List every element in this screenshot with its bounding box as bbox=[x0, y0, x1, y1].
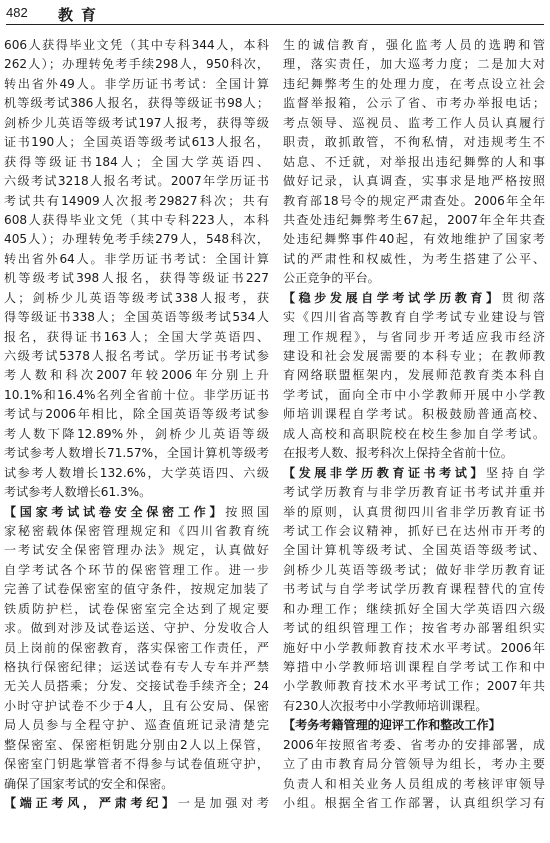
text-line bbox=[283, 114, 545, 133]
line-text: 自学考试各个环节的保密管理工作。进一步 bbox=[4, 562, 269, 577]
line-text: 按照国 bbox=[225, 504, 269, 519]
line-text: 育网络联盟框架内，发展师范教育类本科自 bbox=[283, 368, 545, 383]
line-text: 格执行保密纪律；运送试卷有专人专车并严禁 bbox=[4, 660, 269, 674]
line-text: 在报考人数、报考科次上保持全省前十位。 bbox=[283, 446, 513, 461]
text-line bbox=[4, 114, 269, 133]
line-text: 剑桥少儿英语等级考试197人报考，获得等级 bbox=[4, 115, 269, 130]
text-line bbox=[283, 94, 545, 113]
text-line bbox=[283, 192, 545, 211]
line-text: 考人数下降12.89%外，剑桥少儿英语等级 bbox=[4, 426, 269, 441]
line-text: 10.1%和16.4%名列全省前十位。非学历证书 bbox=[4, 387, 269, 402]
line-text: 证书190人；全国英语等级考试613人报名， bbox=[4, 135, 269, 150]
text-line bbox=[283, 386, 545, 405]
line-text: 姑息、不迁就，对举报出违纪舞弊的人和事 bbox=[283, 154, 545, 169]
text-line bbox=[4, 755, 269, 774]
text-line bbox=[4, 269, 269, 288]
line-text: 违纪舞弊考生的处理力度，在考点设立社会 bbox=[283, 76, 545, 91]
line-text: 建设和社会发展需要的本科专业；在教师教 bbox=[283, 349, 545, 363]
section-heading: 【国家考试试卷安全保密工作】 bbox=[4, 504, 226, 519]
line-text: 机等级考试386人报名，获得等级证书98人； bbox=[4, 96, 269, 111]
line-text: 铁质防护栏，试卷保密室完全达到了规定要 bbox=[4, 601, 269, 616]
text-line bbox=[283, 639, 545, 658]
line-text: 考试的组织管理工作；按省考办部署组织实 bbox=[283, 621, 545, 636]
text-line bbox=[4, 328, 269, 347]
text-line bbox=[4, 153, 269, 172]
line-text: 理工作规程》，与省同步开考适应我市经济 bbox=[283, 329, 545, 344]
text-line bbox=[4, 503, 269, 522]
text-line bbox=[283, 697, 545, 716]
line-text: 剑桥少儿英语等级考试；做好非学历教育证 bbox=[283, 562, 545, 577]
text-line bbox=[4, 736, 269, 755]
line-text: 处违纪舞弊事件40起，有效地维护了国家考 bbox=[283, 232, 545, 247]
line-text: 有230人次报考中小学教师培训课程。 bbox=[283, 698, 488, 713]
text-line bbox=[283, 347, 545, 366]
text-line bbox=[4, 55, 269, 74]
section-heading: 【考务考籍管理的迎评工作和整改工作】 bbox=[283, 718, 501, 733]
line-text: 生的诚信教育，强化监考人员的选聘和管 bbox=[283, 38, 545, 52]
text-line bbox=[283, 444, 545, 463]
line-text: 坚持自学 bbox=[486, 465, 545, 480]
line-text: 员上岗前的保密教育，落实保密工作责任，严 bbox=[4, 640, 269, 655]
text-line bbox=[4, 347, 269, 366]
line-text: 教育部18号令的规定严肃查处。2006年全年 bbox=[283, 193, 545, 208]
text-line bbox=[4, 425, 269, 444]
text-line bbox=[283, 464, 545, 483]
text-line bbox=[283, 308, 545, 327]
text-line bbox=[283, 36, 545, 55]
line-text: 一是加强对考 bbox=[177, 796, 269, 811]
line-text: 小学教师教育技术水平考试工作；2007年共 bbox=[283, 679, 545, 694]
section-heading: 【发展非学历教育证书考试】 bbox=[283, 465, 487, 480]
line-text: 求。做到对涉及试卷运送、守护、分发收合人 bbox=[4, 621, 269, 636]
text-line bbox=[4, 36, 269, 55]
text-line bbox=[283, 619, 545, 638]
line-text: 负责人和相关业务人员组成的考核评审领导 bbox=[283, 776, 545, 791]
text-line bbox=[4, 250, 269, 269]
text-line bbox=[283, 503, 545, 522]
line-text: 共查处违纪舞弊考生67起，2007年全年共查 bbox=[283, 212, 545, 227]
line-text: 转出省外49人。非学历证书考试：全国计算 bbox=[4, 76, 269, 91]
page-number: 482 bbox=[6, 5, 28, 20]
text-line bbox=[4, 75, 269, 94]
line-text: 405人）；办理转免考手续279人，548科次， bbox=[4, 232, 269, 247]
line-text: 606人获得毕业文凭（其中专科344人，本科 bbox=[4, 38, 269, 52]
text-line bbox=[283, 580, 545, 599]
text-line bbox=[4, 619, 269, 638]
line-text: 考试参考人数增长71.57%，全国计算机等级考 bbox=[4, 446, 269, 461]
text-line bbox=[283, 736, 545, 755]
line-text: 人；剑桥少儿英语等级考试338人报考，获 bbox=[4, 290, 269, 305]
text-line bbox=[283, 677, 545, 696]
text-line bbox=[283, 600, 545, 619]
line-text: 保密室门钥匙掌管者不得参与试卷值班守护， bbox=[4, 757, 269, 772]
line-text: 学考试，面向全市中小学教师开展中小学教 bbox=[283, 387, 545, 402]
text-line bbox=[4, 289, 269, 308]
line-text: 家秘密载体保密管理规定和《四川省教育统 bbox=[4, 523, 269, 538]
text-line bbox=[4, 716, 269, 735]
line-text: 262人）；办理转免考手续298人，950科次， bbox=[4, 57, 269, 72]
line-text: 实《四川省高等教育自学考试专业建设与管 bbox=[283, 310, 545, 325]
text-line bbox=[283, 425, 545, 444]
text-line bbox=[283, 153, 545, 172]
text-line bbox=[4, 600, 269, 619]
text-line bbox=[4, 464, 269, 483]
text-line bbox=[283, 483, 545, 502]
text-line bbox=[4, 658, 269, 677]
line-text: 立了由市教育局分管领导为组长，考办主要 bbox=[283, 757, 545, 772]
section-title: 教育 bbox=[58, 6, 105, 24]
text-line bbox=[283, 366, 545, 385]
line-text: 考试学历教育与非学历教育证书考试并重并 bbox=[283, 485, 545, 500]
text-line bbox=[283, 775, 545, 794]
text-line bbox=[283, 755, 545, 774]
line-text: 做好记录，认真调查，实事求是地严格按照 bbox=[283, 174, 545, 189]
text-line bbox=[283, 133, 545, 152]
line-text: 确保了国家考试的安全和保密。 bbox=[4, 776, 174, 791]
text-line bbox=[283, 269, 545, 288]
text-line bbox=[4, 94, 269, 113]
line-text: 书考试与自学考试学历教育课程替代的宣传 bbox=[283, 582, 545, 597]
text-line bbox=[4, 230, 269, 249]
line-text: 师培训课程自学考试。积极鼓励普通高校、 bbox=[283, 407, 545, 422]
text-line bbox=[4, 522, 269, 541]
line-text: 筹措中小学教师培训课程自学考试工作和中 bbox=[283, 660, 545, 674]
text-line bbox=[283, 541, 545, 560]
line-text: 职责，敢抓敢管，不徇私情，对违规考生不 bbox=[283, 135, 545, 150]
line-text: 报名，获得证书163人；全国大学英语四、 bbox=[4, 329, 269, 344]
line-text: 公正竞争的平台。 bbox=[283, 271, 380, 286]
line-text: 考试与2006年相比，除全国英语等级考试参 bbox=[4, 407, 269, 422]
right-column bbox=[283, 36, 545, 814]
text-line bbox=[4, 386, 269, 405]
text-line bbox=[4, 405, 269, 424]
text-line bbox=[283, 405, 545, 424]
line-text: 局人员参与全程守护、巡查值班记录清楚完 bbox=[4, 718, 269, 733]
text-line bbox=[283, 658, 545, 677]
line-text: 施好中小学教师教育技术水平考试。2006年 bbox=[283, 640, 545, 655]
text-line bbox=[4, 211, 269, 230]
text-line bbox=[283, 289, 545, 308]
text-line bbox=[283, 716, 545, 735]
text-line bbox=[4, 483, 269, 502]
text-line bbox=[4, 308, 269, 327]
line-text: 成人高校和高职院校在校生参加自学考试。 bbox=[283, 426, 545, 441]
line-text: 监督举报箱，公示了省、市考办举报电话； bbox=[283, 96, 545, 111]
line-text: 考试工作会议精神，抓好已在达州市开考的 bbox=[283, 523, 545, 538]
line-text: 全国计算机等级考试、全国英语等级考试、 bbox=[283, 543, 545, 558]
text-line bbox=[4, 677, 269, 696]
header-rule bbox=[6, 24, 544, 25]
line-text: 理，落实责任，加大巡考力度；二是加大对 bbox=[283, 57, 545, 72]
text-line bbox=[4, 444, 269, 463]
text-line bbox=[4, 697, 269, 716]
text-line bbox=[283, 55, 545, 74]
text-line bbox=[283, 211, 545, 230]
text-line bbox=[283, 75, 545, 94]
line-text: 试参考人数增长132.6%，大学英语四、六级 bbox=[4, 465, 269, 480]
text-line bbox=[4, 794, 269, 813]
text-line bbox=[4, 541, 269, 560]
text-line bbox=[283, 250, 545, 269]
text-line bbox=[4, 133, 269, 152]
line-text: 考试共有14909人次报考29827科次；共有 bbox=[4, 193, 269, 208]
line-text: 和办理工作；继续抓好全国大学英语四六级 bbox=[283, 601, 545, 616]
left-column bbox=[4, 36, 269, 814]
line-text: 举的原则，认真贯彻四川省非学历教育证书 bbox=[283, 504, 545, 519]
text-line bbox=[4, 366, 269, 385]
line-text: 小组。根据全省工作部署，认真组织学习有 bbox=[283, 796, 545, 811]
text-line bbox=[4, 561, 269, 580]
text-line bbox=[4, 580, 269, 599]
text-line bbox=[283, 230, 545, 249]
section-heading: 【稳步发展自学考试学历教育】 bbox=[283, 290, 502, 305]
line-text: 完善了试卷保密室的值守条件，按规定加装了 bbox=[4, 582, 269, 597]
text-line bbox=[283, 561, 545, 580]
line-text: 考人数和科次2007年较2006年分别上升 bbox=[4, 368, 269, 383]
page-header bbox=[6, 4, 544, 24]
line-text: 试的严肃性和权威性，为考生搭建了公平、 bbox=[283, 251, 545, 266]
text-line bbox=[283, 172, 545, 191]
line-text: 贯彻落 bbox=[501, 290, 545, 305]
line-text: 小时守护试卷不少于4人，且有公安局、保密 bbox=[4, 698, 269, 713]
text-line bbox=[4, 775, 269, 794]
line-text: 整保密室、保密柜钥匙分别由2人以上保管， bbox=[4, 737, 269, 752]
text-line bbox=[283, 794, 545, 813]
line-text: 考试参考人数增长61.3%。 bbox=[4, 485, 152, 500]
text-line bbox=[283, 328, 545, 347]
line-text: 2006年按照省考委、省考办的安排部署，成 bbox=[283, 737, 545, 752]
line-text: 608人获得毕业文凭（其中专科223人，本科 bbox=[4, 212, 269, 227]
text-line bbox=[4, 172, 269, 191]
text-line bbox=[283, 522, 545, 541]
line-text: 一考试安全保密管理办法》规定，认真做好 bbox=[4, 543, 269, 558]
line-text: 六级考试3218人报名考试。2007年学历证书 bbox=[4, 174, 269, 189]
section-heading: 【端正考风，严肃考纪】 bbox=[4, 796, 178, 811]
line-text: 获得等级证书184人；全国大学英语四、 bbox=[4, 154, 269, 169]
line-text: 考点领导、巡视员、监考工作人员认真履行 bbox=[283, 115, 545, 130]
line-text: 得等级证书338人；全国英语等级考试534人 bbox=[4, 310, 269, 325]
text-line bbox=[4, 639, 269, 658]
text-line bbox=[4, 192, 269, 211]
line-text: 转出省外64人。非学历证书考试：全国计算 bbox=[4, 251, 269, 266]
line-text: 六级考试5378人报名考试。学历证书考试参 bbox=[4, 349, 269, 363]
line-text: 无关人员搭乘；分发、交接试卷手续齐全；24 bbox=[4, 679, 269, 694]
line-text: 机等级考试398人报名，获得等级证书227 bbox=[4, 271, 269, 286]
